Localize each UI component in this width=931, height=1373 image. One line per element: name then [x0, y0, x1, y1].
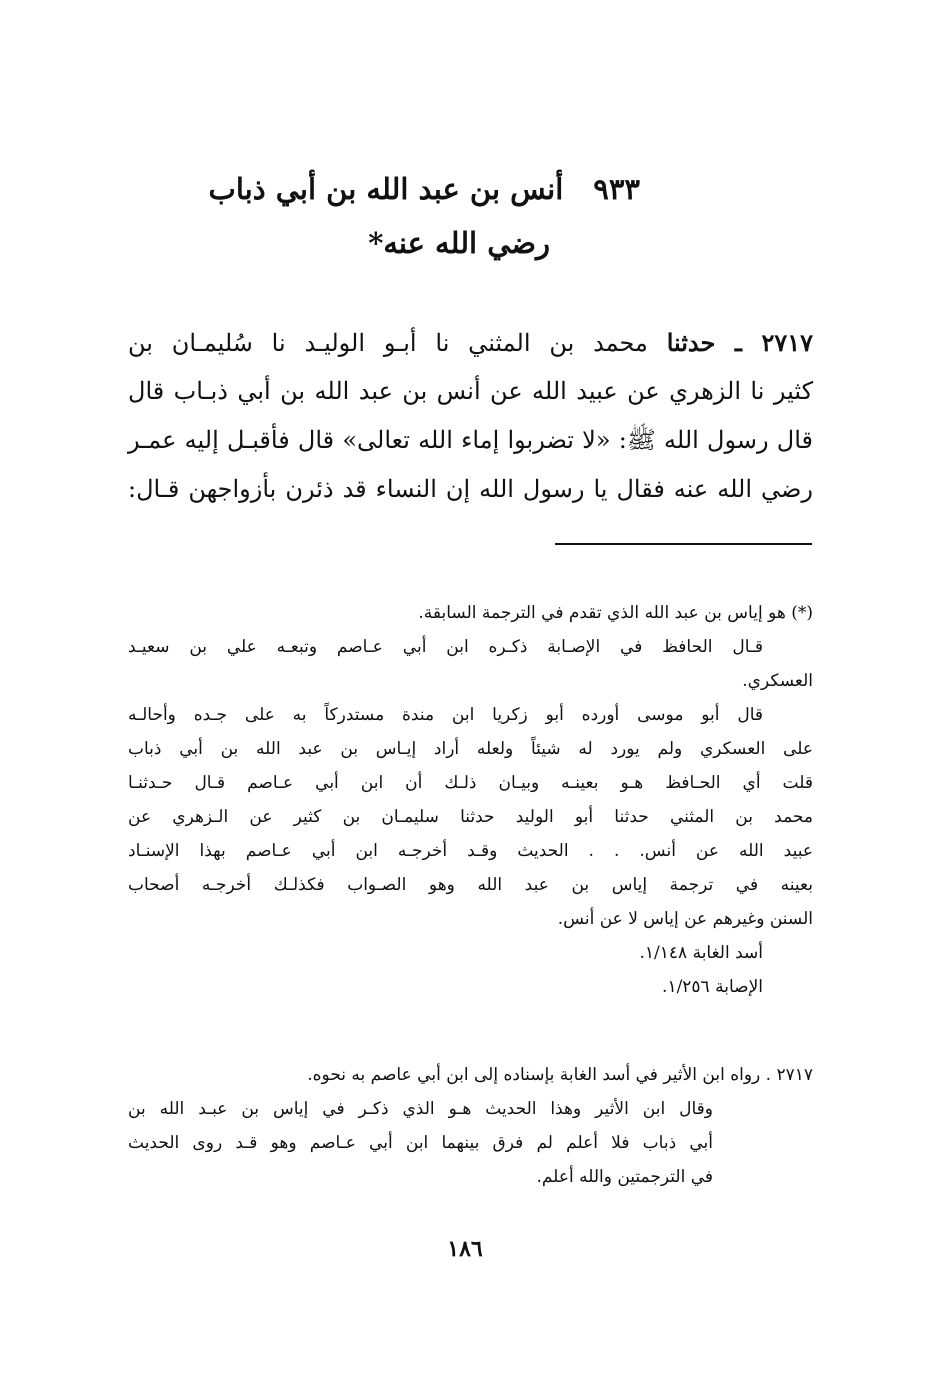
footnote-line: بعينه في ترجمة إياس بن عبد الله وهو الصـواب فكذلـك أخرجـه أصحاب: [128, 875, 813, 895]
footnote-line: قـال الحافظ في الإصـابة ذكـره ابن أبي عـاصم وتبعـه علي بن سعيـد: [128, 637, 763, 657]
entry-name: أنس بن عبد الله بن أبي ذباب: [208, 172, 564, 206]
footnote-line: قال أبو موسى أورده أبو زكريا ابن مندة مستدركاً به على جـده وأحالـه: [128, 705, 763, 725]
footnote-line: (*) هو إياس بن عبد الله الذي تقدم في الترجمة السابقة.: [418, 603, 813, 623]
hadith-line-text: محمد بن المثني نا أبـو الوليـد نا سُليمـان بن: [128, 329, 667, 357]
footnote-line: على العسكري ولم يورد له شيئاً ولعله أراد إيـاس بن عبد الله بن أبي ذباب: [128, 739, 813, 759]
footnotes: [128, 596, 813, 1004]
hadith-line-text: قال رسول الله ﷺ: «لا تضربوا إماء الله تعالى» قال فأقبـل إليه عمـر: [128, 426, 813, 454]
hadith-note-line: وقال ابن الأثير وهذا الحديث هـو الذي ذكـر في إياس بن عبـد الله بن: [128, 1099, 713, 1119]
reference-line: أسد الغابة ١/١٤٨.: [639, 943, 763, 963]
hadith-line: [128, 465, 813, 514]
footnote-line: محمد بن المثني حدثنا أبو الوليد حدثنا سليمـان بن كثير عن الـزهري عن: [128, 807, 813, 827]
reference-line: الإصابة ١/٢٥٦.: [662, 977, 763, 997]
footnote-separator: [555, 543, 812, 545]
entry-heading: [208, 172, 640, 206]
hadith-lead: ٢٧١٧ ـ حدثنا: [666, 328, 813, 357]
footnote-line: عبيد الله عن أنس. . . الحديث وقـد أخرجـه ابن أبي عـاصم بهذا الإسنـاد: [128, 841, 813, 861]
hadith-note-line: في الترجمتين والله أعلم.: [536, 1167, 713, 1187]
hadith-line: [128, 416, 813, 465]
hadith-note-line: أبي ذباب فلا أعلم لم فرق بينهما ابن أبي عـاصم وهو قـد روى الحديث: [128, 1133, 713, 1153]
footnote-line: قلت أي الحـافظ هـو بعينـه وبيـان ذلـك أن ابن أبي عـاصم قـال حـدثنـا: [128, 773, 813, 793]
hadith-note-line: ٢٧١٧ . رواه ابن الأثير في أسد الغابة بإسناده إلى ابن أبي عاصم به نحوه.: [307, 1065, 813, 1085]
entry-subtitle: رضي الله عنه*: [368, 226, 550, 260]
hadith-line: [128, 367, 813, 416]
footnote-line: السنن وغيرهم عن إياس لا عن أنس.: [557, 909, 813, 929]
page-number: ١٨٦: [447, 1236, 483, 1262]
entry-number: ٩٣٣: [593, 172, 640, 206]
hadith-line: [128, 318, 813, 367]
hadith-line-text: كثير نا الزهري عن عبيد الله عن أنس بن عبد الله بن أبي ذبـاب قال: [128, 377, 814, 405]
hadith-line-text: رضي الله عنه فقال يا رسول الله إن النساء قد ذئرن بأزواجهن قـال:: [128, 475, 813, 503]
hadith-text: [128, 318, 813, 514]
footnote-line: العسكري.: [742, 671, 813, 691]
hadith-notes: [128, 1058, 813, 1194]
